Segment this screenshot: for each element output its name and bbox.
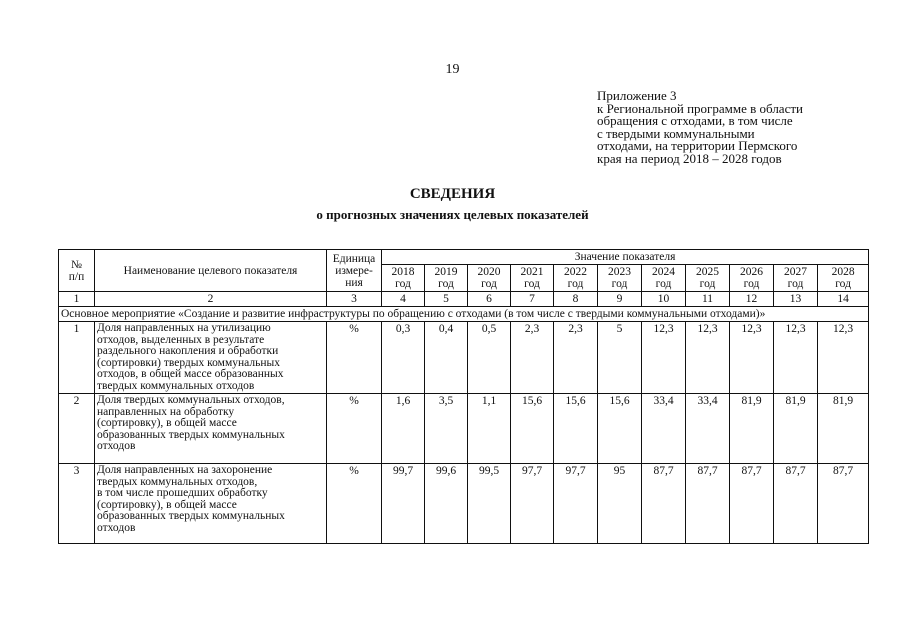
value-cell: 87,7 [818, 464, 869, 544]
column-number: 2 [95, 292, 327, 307]
indicator-name: Доля направленных на захоронение твердых коммунальных отходов, в том числе прошедших обработку (сортировку), в общей массе образованных твердых коммунальных отходов [95, 464, 327, 544]
header-year: 2026 год [730, 265, 774, 292]
header-year: 2021 год [511, 265, 554, 292]
column-number: 12 [730, 292, 774, 307]
appendix-line: Приложение 3 [597, 88, 677, 103]
value-cell: 95 [598, 464, 642, 544]
value-cell: 87,7 [686, 464, 730, 544]
header-num-line: п/п [68, 270, 85, 283]
column-number: 4 [382, 292, 425, 307]
row-number: 2 [59, 394, 95, 464]
value-cell: 15,6 [598, 394, 642, 464]
unit-cell: % [327, 394, 382, 464]
value-cell: 5 [598, 322, 642, 394]
value-cell: 87,7 [730, 464, 774, 544]
value-cell: 12,3 [818, 322, 869, 394]
value-cell: 0,3 [382, 322, 425, 394]
value-cell: 87,7 [774, 464, 818, 544]
appendix-note [597, 90, 867, 165]
value-cell: 97,7 [511, 464, 554, 544]
header-year: 2020 год [468, 265, 511, 292]
value-cell: 33,4 [642, 394, 686, 464]
row-number: 1 [59, 322, 95, 394]
column-number: 11 [686, 292, 730, 307]
column-number: 13 [774, 292, 818, 307]
header-year: 2019 год [425, 265, 468, 292]
header-num-line: № [71, 258, 82, 271]
header-year: 2018 год [382, 265, 425, 292]
indicator-name: Доля твердых коммунальных отходов, направленных на обработку (сортировку), в общей массе образованных твердых коммунальных отходов [95, 394, 327, 464]
value-cell: 2,3 [554, 322, 598, 394]
column-number: 3 [327, 292, 382, 307]
unit-cell: % [327, 322, 382, 394]
header-unit-line: Единица [332, 252, 376, 265]
value-cell: 0,5 [468, 322, 511, 394]
header-value-group: Значение показателя [382, 250, 869, 265]
appendix-line: края на период 2018 – 2028 годов [597, 150, 782, 166]
table-row [59, 322, 869, 394]
column-number: 1 [59, 292, 95, 307]
value-cell: 12,3 [642, 322, 686, 394]
header-year: 2024 год [642, 265, 686, 292]
column-number: 14 [818, 292, 869, 307]
indicator-name: Доля направленных на утилизацию отходов, выделенных в результате раздельного накопления и обработки (сортировки) твердых коммунальных отходов, в общей массе образованных твердых коммунальных отходов [95, 322, 327, 394]
document-subtitle: о прогнозных значениях целевых показателей [316, 207, 589, 222]
column-numbers-row [59, 292, 869, 307]
value-cell: 81,9 [774, 394, 818, 464]
value-cell: 0,4 [425, 322, 468, 394]
header-year: 2027 год [774, 265, 818, 292]
value-cell: 33,4 [686, 394, 730, 464]
value-cell: 12,3 [730, 322, 774, 394]
appendix-line: отходами, на территории Пермского [597, 138, 798, 153]
table-row [59, 464, 869, 544]
indicators-table [58, 249, 869, 544]
value-cell: 81,9 [818, 394, 869, 464]
value-cell: 12,3 [686, 322, 730, 394]
page-number: 19 [445, 62, 460, 77]
header-unit-line: измере- [335, 264, 373, 277]
value-cell: 1,1 [468, 394, 511, 464]
section-title: Основное мероприятие «Создание и развитие инфраструктуры по обращению с отходами (в том числе с твердыми коммунальными отходами)» [59, 307, 869, 322]
header-year: 2025 год [686, 265, 730, 292]
value-cell: 81,9 [730, 394, 774, 464]
document-title: СВЕДЕНИЯ [409, 186, 496, 202]
header-year: 2023 год [598, 265, 642, 292]
column-number: 10 [642, 292, 686, 307]
column-number: 9 [598, 292, 642, 307]
value-cell: 99,6 [425, 464, 468, 544]
header-year: 2028 год [818, 265, 869, 292]
column-number: 7 [511, 292, 554, 307]
value-cell: 99,7 [382, 464, 425, 544]
header-unit-line: ния [345, 276, 363, 289]
header-year: 2022 год [554, 265, 598, 292]
section-row [59, 307, 869, 322]
header-num [59, 250, 95, 292]
appendix-line: с твердыми коммунальными [597, 125, 755, 141]
appendix-line: к Региональной программе в области [597, 100, 803, 116]
value-cell: 87,7 [642, 464, 686, 544]
value-cell: 3,5 [425, 394, 468, 464]
table-row [59, 394, 869, 464]
unit-cell: % [327, 464, 382, 544]
value-cell: 2,3 [511, 322, 554, 394]
value-cell: 15,6 [554, 394, 598, 464]
value-cell: 1,6 [382, 394, 425, 464]
header-name: Наименование целевого показателя [95, 250, 327, 292]
column-number: 6 [468, 292, 511, 307]
value-cell: 12,3 [774, 322, 818, 394]
value-cell: 97,7 [554, 464, 598, 544]
column-number: 5 [425, 292, 468, 307]
value-cell: 99,5 [468, 464, 511, 544]
header-unit [327, 250, 382, 292]
row-number: 3 [59, 464, 95, 544]
appendix-line: обращения с отходами, в том числе [597, 113, 793, 128]
value-cell: 15,6 [511, 394, 554, 464]
column-number: 8 [554, 292, 598, 307]
header-row [59, 250, 869, 265]
